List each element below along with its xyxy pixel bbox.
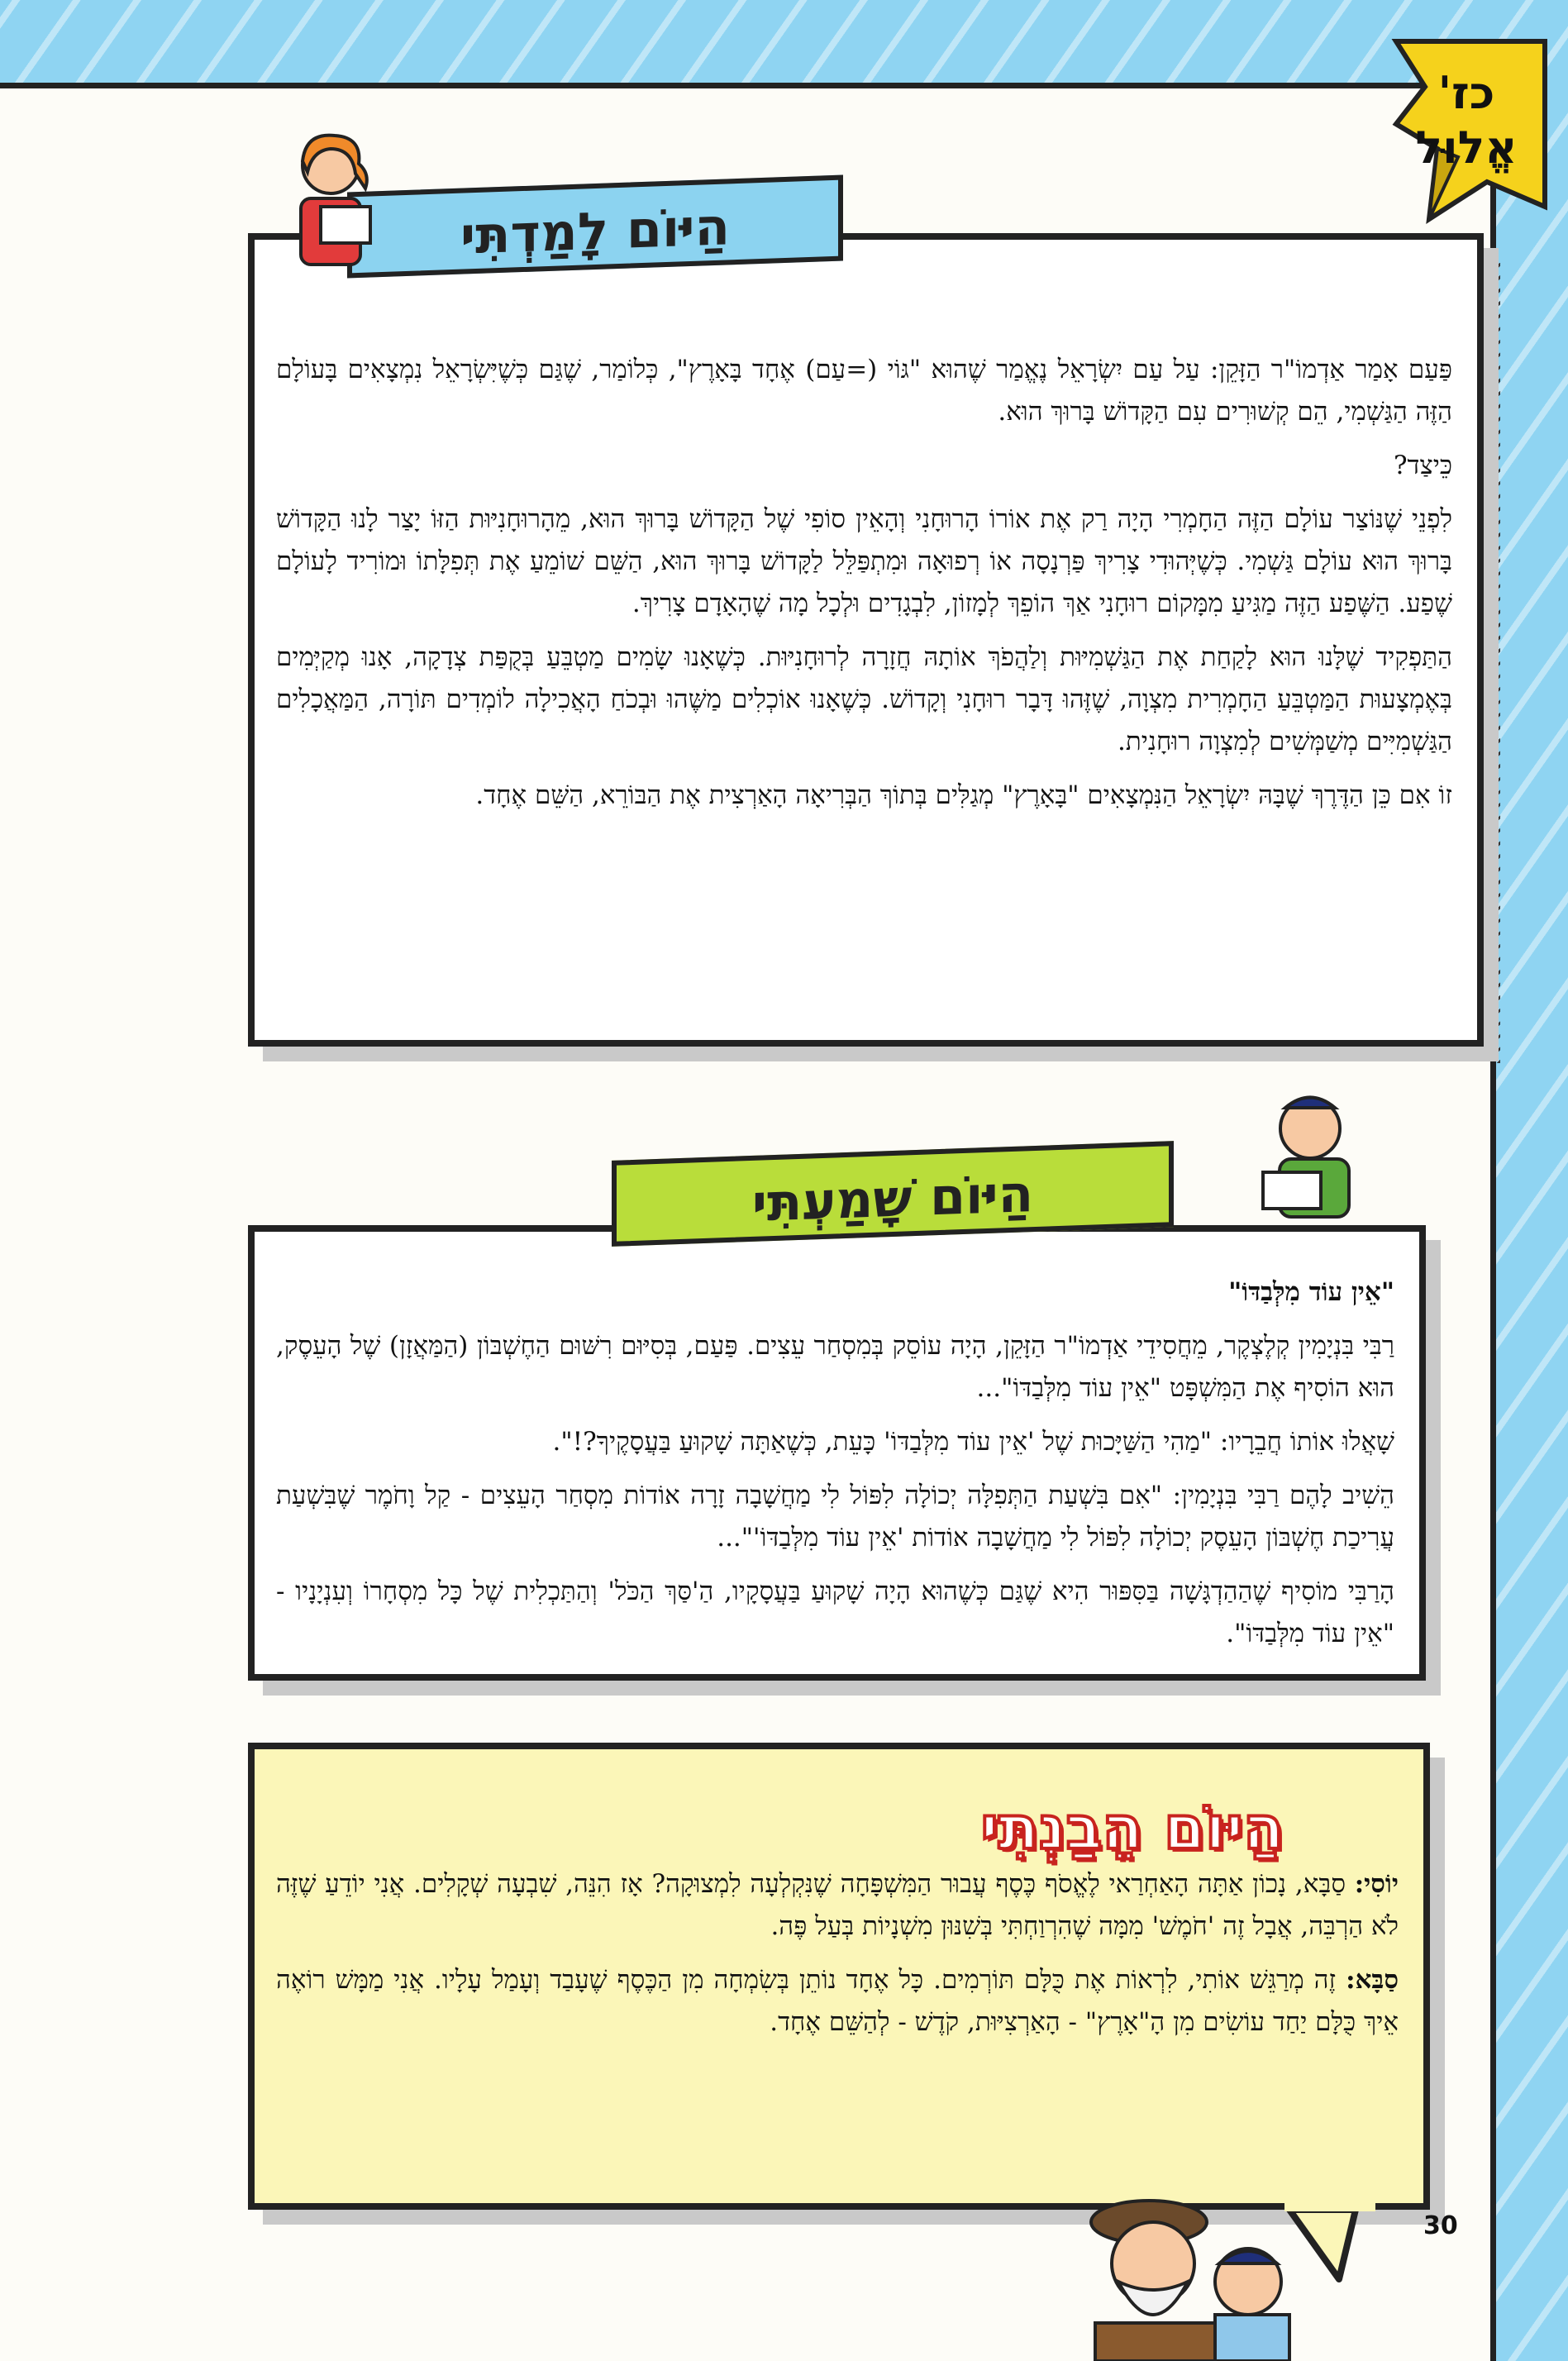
dialogue-text: זֶה מְרַגֵּשׁ אוֹתִי, לִרְאוֹת אֶת כֻּלָּם תּוֹרְמִים. כָּל אֶחָד נוֹתֵן בְּשִׂמְחָה מִן הַכֶּסֶף שֶׁעָבַד וְעָמַל עָלָיו. אֲנִי מַמָּשׁ רוֹאֶה אֵיךְ כֻּלָּם יַחַד עוֹשִׂים מִן הָ"אָרֶץ" - הָאַרְצִיּוּת, קֹדֶשׁ - לְהַשֵּׁם אֶחָד. (276, 1965, 1399, 2037)
heard-heading: "אֵין עוֹד מִלְּבַדּוֹ" (1228, 1277, 1394, 1307)
heard-paragraph: הֵשִׁיב לָהֶם רַבִּי בִּנְיָמִין: "אִם בִּשְׁעַת הַתְּפִלָּה יְכוֹלָה לִפּוֹל לִי מַחֲשָׁבָה זָרָה אוֹדוֹת מִסְחַר הָעֵצִים - קַל וָחֹמֶר שֶׁבִּשְׁעַת עֲרִיכַת חֶשְׁבּוֹן הָעֵסֶק יְכוֹלָה לִפּוֹל לִי מַחֲשָׁבָה אוֹדוֹת 'אֵין עוֹד מִלְּבַדּוֹ'"... (276, 1481, 1394, 1553)
learned-paragraph: לִפְנֵי שֶׁנּוֹצַר עוֹלָם הַזֶּה הַחָמְרִי הָיָה רַק אֶת אוֹרוֹ הָרוּחָנִי וְהָאֵין סוֹפִי שֶׁל הַקָּדוֹשׁ בָּרוּךְ הוּא, מֵהָרוּחָנִיּוּת הַזּוֹ יָצַר לָנוּ הַקָּדוֹשׁ בָּרוּךְ הוּא עוֹלָם גַּשְׁמִי. כְּשֶׁיְּהוּדִי צָרִיךְ פַּרְנָסָה אוֹ רְפוּאָה וּמִתְפַּלֵּל לַקָּדוֹשׁ בָּרוּךְ הוּא, הַשֵּׁם שׁוֹמֵעַ אֶת תְּפִלָּתוֹ וּמוֹרִיד לָעוֹלָם שֶׁפַע. הַשֶּׁפַע הַזֶּה מַגִּיעַ מִמָּקוֹם רוּחָנִי אַךְ הוֹפֵךְ לְמָזוֹן, לִבְגָדִים וּלְכָל מָה שֶׁהָאָדָם צָרִיךְ. (276, 504, 1452, 618)
date-month: אֱלוּל (1415, 122, 1518, 174)
learned-box (248, 233, 1484, 1047)
dialogue-speaker: יוֹסִי: (1354, 1869, 1399, 1899)
page-number: 30 (1423, 2211, 1458, 2240)
learned-text (276, 349, 1452, 828)
boy-reading-illustration (1240, 1083, 1380, 1223)
date-text (1380, 66, 1553, 175)
dialogue-speaker: סַבָּא: (1346, 1965, 1399, 1995)
learned-paragraph: כֵּיצַד? (1393, 451, 1452, 480)
grandpa-boy-illustration (1070, 2191, 1318, 2361)
heard-title: הַיּוֹם שָׁמַעְתִּי (612, 1141, 1174, 1247)
heard-text (276, 1271, 1394, 1667)
heard-paragraph: הָרַבִּי מוֹסִיף שֶׁהַהַדְגָּשָׁה בַּסִּפּוּר הִיא שֶׁגַּם כְּשֶׁהוּא הָיָה שָׁקוּעַ בַּעֲסָקָיו, הַ'סַּךְ הַכֹּל' וְהַתַּכְלִית שֶׁל כָּל מִסְחָרוֹ וְעִנְיָנָיו - "אֵין עוֹד מִלְּבַדּוֹ". (276, 1576, 1394, 1648)
date-day: כז' (1437, 67, 1495, 119)
understood-text (276, 1863, 1399, 2055)
date-ribbon (1380, 25, 1553, 231)
heard-paragraph: רַבִּי בִּנְיָמִין קְלֶצְקֶר, מֵחֲסִידֵי אַדְמוֹ"ר הַזָּקֵן, הָיָה עוֹסֵק בְּמִסְחַר עֵצִים. פַּעַם, בְּסִיּוּם רִשּׁוּם הַחֶשְׁבּוֹן (הַמַּאֲזָן) שֶׁל הָעֵסֶק, הוּא הוֹסִיף אֶת הַמִּשְׁפָּט "אֵין עוֹד מִלְּבַדּוֹ"... (276, 1331, 1394, 1403)
heard-box (248, 1225, 1426, 1681)
learned-paragraph: זוֹ אִם כֵּן הַדֶּרֶךְ שֶׁבָּהּ יִשְׂרָאֵל הַנִּמְצָאִים "בָּאָרֶץ" מְגַלִּים בְּתוֹךְ הַבְּרִיאָה הָאַרְצִית אֶת הַבּוֹרֵא, הַשֵּׁם אֶחָד. (475, 780, 1452, 810)
learned-paragraph: הַתַּפְקִיד שֶׁלָּנוּ הוּא לָקַחַת אֶת הַגַּשְׁמִיּוּת וְלַהֲפֹךְ אוֹתָהּ חֲזָרָה לְרוּחָנִיּוּת. כְּשֶׁאָנוּ שָׂמִים מַטְבֵּעַ בְּקֻפַּת צְדָקָה, אָנוּ מְקַיְּמִים בְּאֶמְצָעוּת הַמַּטְבֵּעַ הַחָמְרִית מִצְוָה, שֶׁזֶּהוּ דָּבָר רוּחָנִי וְקָדוֹשׁ. כְּשֶׁאָנוּ אוֹכְלִים מַשֶּׁהוּ וּבְכֹחַ הָאֲכִילָה לוֹמְדִים תּוֹרָה, הַמַּאֲכָלִים הַגַּשְׁמִיִּים מְשַׁמְּשִׁים לְמִצְוָה רוּחָנִית. (276, 642, 1452, 756)
understood-title: הַיּוֹם הֵבַנְתִּי (980, 1793, 1284, 1863)
girl-reading-illustration (273, 124, 388, 273)
dialogue-text: סַבָּא, נָכוֹן אַתָּה הָאַחְרַאי לֶאֱסֹף כֶּסֶף עֲבוּר הַמִּשְׁפָּחָה שֶׁנִּקְלְעָה לִמְצוּקָה? אָז הִנֵּה, שִׁבְעָה שְׁקָלִים. אֲנִי יוֹדֵעַ שֶׁזֶּה לֹא הַרְבֵּה, אֲבָל זֶה 'חֹמֶשׁ' מִמָּה שֶׁהִרְוַחְתִּי בְּשִׁנּוּן מִשְׁנָיוֹת בְּעַל פֶּה. (276, 1869, 1399, 1941)
learned-paragraph: פַּעַם אָמַר אַדְמוֹ"ר הַזָּקֵן: עַל עַם יִשְׂרָאֵל נֶאֱמַר שֶׁהוּא "גּוֹי (=עַם) אֶחָד בָּאָרֶץ", כְּלוֹמַר, שֶׁגַּם כְּשֶׁיִּשְׂרָאֵל נִמְצָאִים בָּעוֹלָם הַזֶּה הַגַּשְׁמִי, הֵם קְשׁוּרִים עִם הַקָּדוֹשׁ בָּרוּךְ הוּא. (276, 355, 1452, 427)
heard-paragraph: שָׁאֲלוּ אוֹתוֹ חֲבֵרָיו: "מַהִי הַשַּׁיָּכוּת שֶׁל 'אֵין עוֹד מִלְּבַדּוֹ' כָּעֵת, כְּשֶׁאַתָּה שָׁקוּעַ בַּעֲסָקֶיךָ?!". (552, 1427, 1394, 1457)
learned-title: הַיּוֹם לָמַדְתִּי (347, 175, 843, 279)
dialogue-line (276, 1863, 1399, 1948)
dialogue-line (276, 1959, 1399, 2044)
